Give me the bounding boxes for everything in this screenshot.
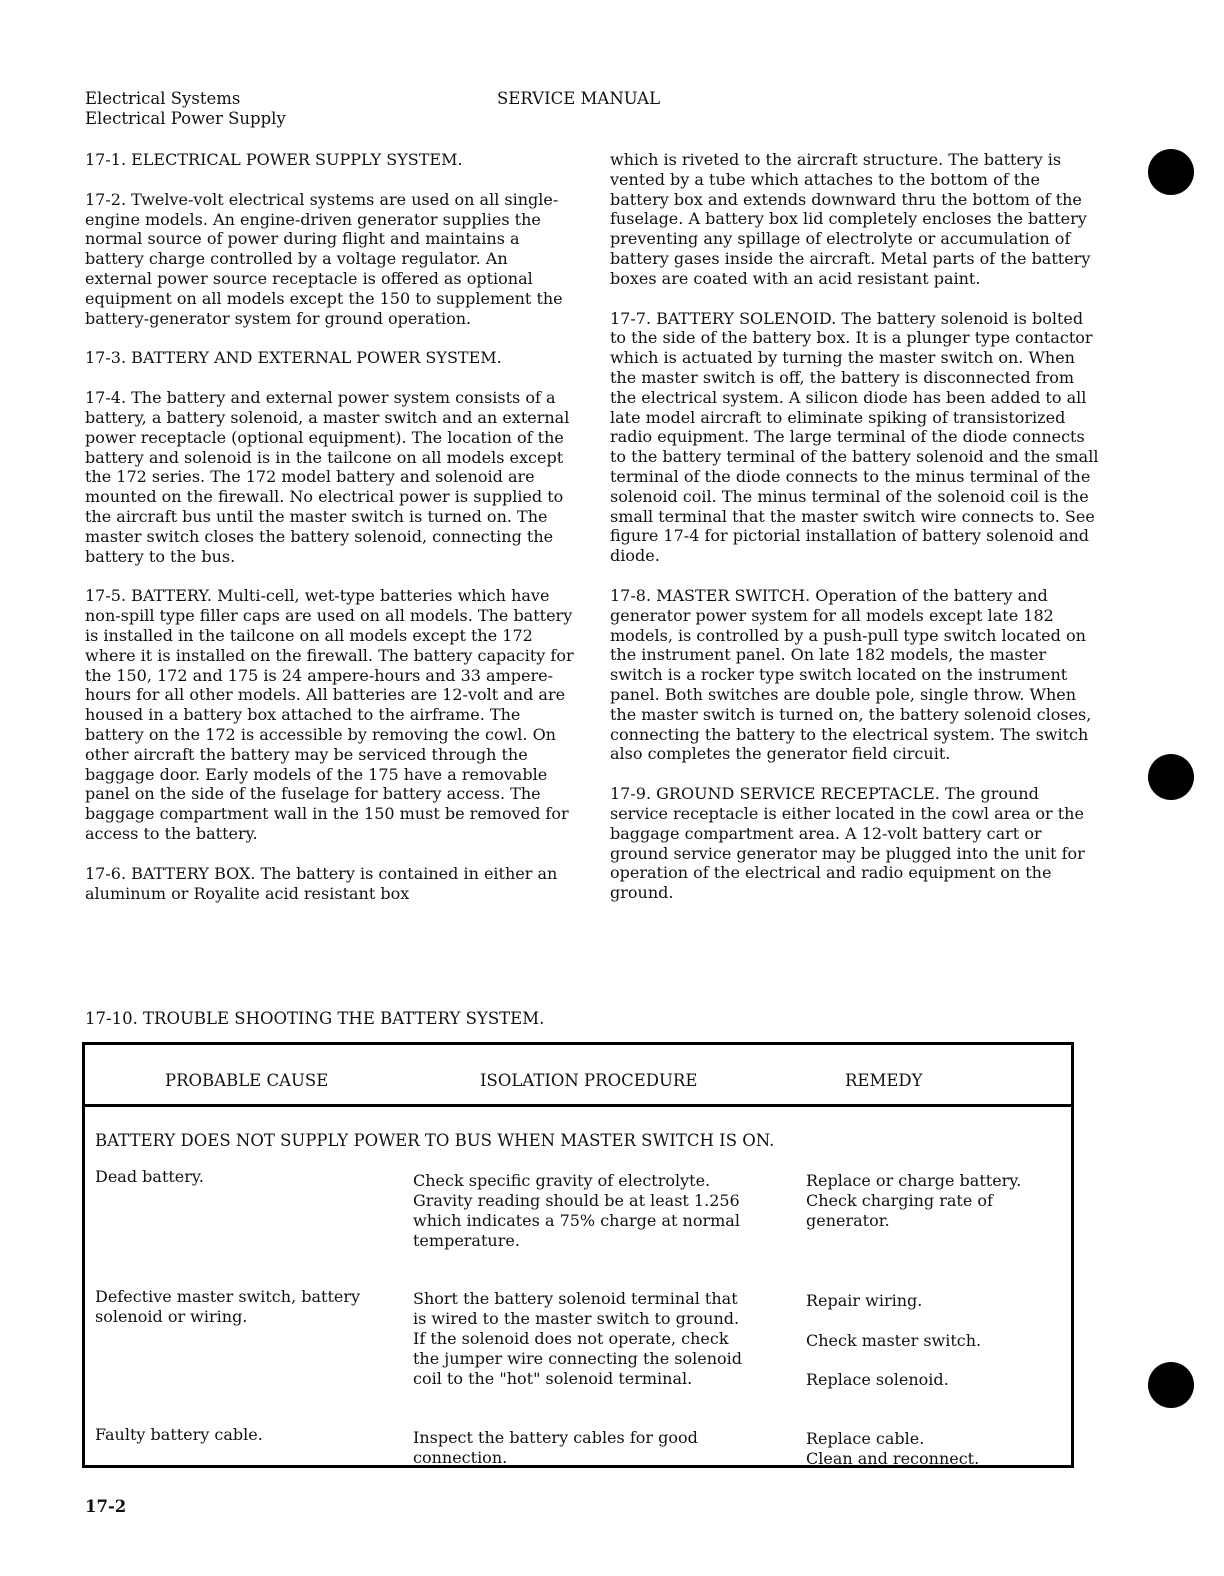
right-text-column — [610, 150, 1100, 923]
remedy-line: Replace cable. — [806, 1429, 925, 1448]
table-cell-remedy: Replace solenoid. — [806, 1370, 949, 1389]
paragraph-17-6-continued: which is riveted to the aircraft structure. The battery is vented by a tube which attaches to the bottom of the battery box and extends downward thru the bottom of the fuselage. A battery box lid completely encloses the battery preventing any spillage of electrolyte or accumulation of battery gases inside the aircraft. Metal parts of the battery boxes are coated with an acid resistant paint. — [610, 150, 1091, 288]
page-number: 17-2 — [85, 1497, 127, 1516]
column-header-remedy: REMEDY — [845, 1071, 923, 1090]
remedy-line: Clean and reconnect. — [806, 1449, 980, 1468]
table-cell-cause: Dead battery. — [95, 1167, 204, 1186]
paragraph-17-6: 17-6. BATTERY BOX. The battery is contained in either an aluminum or Royalite acid resistant box — [85, 863, 558, 903]
running-header — [85, 89, 286, 129]
table-cell-cause: Defective master switch, battery solenoid or wiring. — [95, 1287, 361, 1326]
table-cell-remedy: Check master switch. — [806, 1331, 982, 1350]
left-text-column — [85, 150, 575, 923]
binder-hole-middle — [1148, 754, 1194, 800]
paragraph-17-9: 17-9. GROUND SERVICE RECEPTACLE. The ground service receptacle is either located in the cowl area or the baggage compartment area. A 12-volt battery cart or ground service generator may be plugged into the unit for operation of the electrical and radio equipment on the ground. — [610, 784, 1085, 903]
table-cell-remedy: Replace or charge battery. Check charging rate of generator. — [806, 1171, 1022, 1230]
table-cell-procedure: Inspect the battery cables for good connection. — [413, 1428, 698, 1467]
table-cell-procedure: Short the battery solenoid terminal that is wired to the master switch to ground. If the solenoid does not operate, check the jumper wire connecting the solenoid coil to the "hot" solenoid terminal. — [413, 1289, 743, 1388]
trouble-condition: BATTERY DOES NOT SUPPLY POWER TO BUS WHEN MASTER SWITCH IS ON. — [95, 1131, 775, 1150]
column-header-isolation-procedure: ISOLATION PROCEDURE — [480, 1071, 698, 1090]
paragraph-17-5: 17-5. BATTERY. Multi-cell, wet-type batteries which have non-spill type filler caps are used on all models. The battery is installed in the tailcone on all models except the 172 where it is installed on the firewall. The battery capacity for the 150, 172 and 175 is 24 ampere-hours and 33 ampere-hours for all other models. All batteries are 12-volt and are housed in a battery box attached to the airframe. The battery on the 172 is accessible by removing the cowl. On other aircraft the battery may be serviced through the baggage door. Early models of the 175 have a removable panel on the side of the fuselage for battery access. The baggage compartment wall in the 150 must be removed for access to the battery. — [85, 586, 574, 843]
paragraph-17-4: 17-4. The battery and external power system consists of a battery, a battery solenoid, a master switch and an external power receptacle (optional equipment). The location of the battery and solenoid is in the tailcone on all models except the 172 series. The 172 model battery and solenoid are mounted on the firewall. No electrical power is supplied to the aircraft bus until the master switch is turned on. The master switch closes the battery solenoid, connecting the battery to the bus. — [85, 388, 570, 566]
table-cell-procedure: Check specific gravity of electrolyte. Gravity reading should be at least 1.256 which indicates a 75% charge at normal temperature. — [413, 1171, 740, 1250]
heading-17-1: 17-1. ELECTRICAL POWER SUPPLY SYSTEM. — [85, 150, 463, 169]
binder-hole-top — [1148, 149, 1194, 195]
table-cell-remedy — [806, 1429, 1066, 1469]
paragraph-17-7: 17-7. BATTERY SOLENOID. The battery solenoid is bolted to the side of the battery box. It is a plunger type contactor which is actuated by turning the master switch on. When the master switch is off, the battery is disconnected from the electrical system. A silicon diode has been added to all late model aircraft to eliminate spiking of transistorized radio equipment. The large terminal of the diode connects to the battery terminal of the battery solenoid and the small terminal of the diode connects to the minus terminal of the solenoid coil. The minus terminal of the solenoid coil is the small terminal that the master switch wire connects to. See figure 17-4 for pictorial installation of battery solenoid and diode. — [610, 308, 1099, 566]
table-cell-remedy: Repair wiring. — [806, 1291, 923, 1310]
paragraph-17-2: 17-2. Twelve-volt electrical systems are used on all single-engine models. An engine-driven generator supplies the normal source of power during flight and maintains a battery charge controlled by a voltage regulator. An external power source receptacle is offered as optional equipment on all models except the 150 to supplement the battery-generator system for ground operation. — [85, 189, 563, 328]
troubleshooting-table — [82, 1042, 1074, 1468]
header-subsection-title: Electrical Power Supply — [85, 109, 286, 128]
paragraph-17-8: 17-8. MASTER SWITCH. Operation of the battery and generator power system for all models except late 182 models, is controlled by a push-pull type switch located on the instrument panel. On late 182 models, the master switch is a rocker type switch located on the instrument panel. Both switches are double pole, single throw. When the master switch is turned on, the battery solenoid closes, connecting the battery to the electrical system. The switch also completes the generator field circuit. — [610, 585, 1092, 764]
table-cell-cause: Faulty battery cable. — [95, 1425, 263, 1444]
header-section-title: Electrical Systems — [85, 89, 241, 108]
heading-17-3: 17-3. BATTERY AND EXTERNAL POWER SYSTEM. — [85, 348, 502, 368]
table-header — [85, 1045, 1071, 1107]
manual-title: SERVICE MANUAL — [497, 89, 661, 108]
troubleshooting-table-title: 17-10. TROUBLE SHOOTING THE BATTERY SYSTEM. — [85, 1009, 545, 1028]
binder-hole-bottom — [1148, 1362, 1194, 1408]
column-header-probable-cause: PROBABLE CAUSE — [165, 1071, 329, 1090]
